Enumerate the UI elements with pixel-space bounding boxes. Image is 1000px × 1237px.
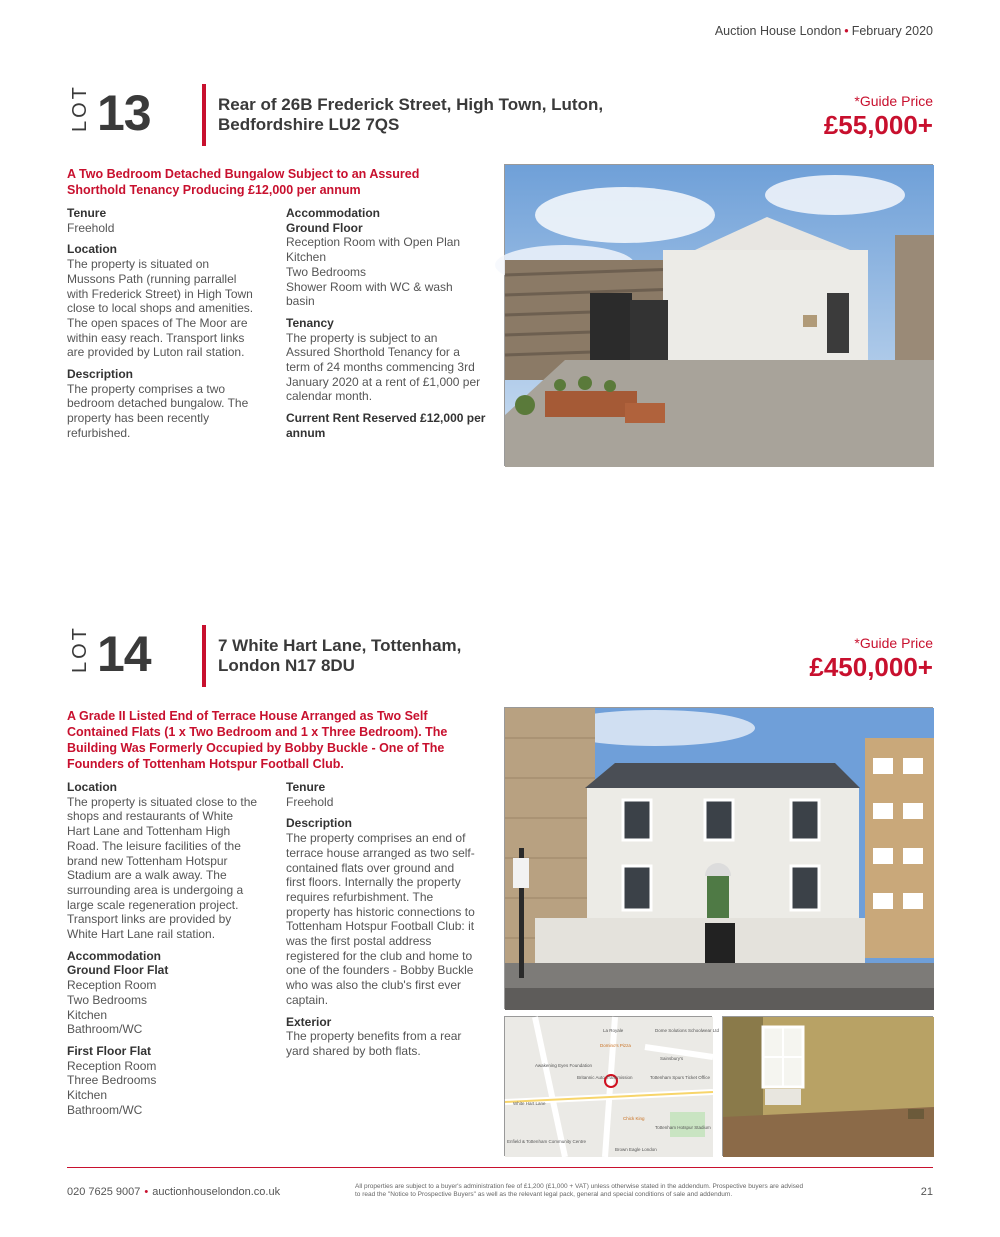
map-label: White Hart Lane	[513, 1101, 546, 1106]
text-line: Road. The leisure facilities of the	[67, 838, 241, 853]
headline-line: Shorthold Tenancy Producing £12,000 per annum	[67, 183, 361, 197]
text-line: Bathroom/WC	[67, 1022, 143, 1037]
text-line: requires refurbishment. The	[286, 889, 434, 904]
section-heading: Tenure	[67, 206, 107, 220]
text-line: brand new Tottenham Hotspur	[67, 853, 228, 868]
text-line: captain.	[286, 992, 329, 1007]
lot-address	[218, 636, 461, 676]
text-line: The property is situated close to the	[67, 794, 258, 809]
text-line: shops and restaurants of White	[67, 809, 234, 824]
page-number: 21	[920, 1186, 933, 1198]
issue-date: February 2020	[851, 24, 933, 38]
rent-line: Current Rent Reserved £12,000 per	[286, 411, 486, 426]
guide-price-label: *Guide Price	[854, 635, 933, 651]
publisher-name: Auction House London	[714, 24, 842, 38]
section-heading: Accommodation	[286, 206, 381, 220]
section-heading: Location	[67, 242, 117, 257]
exterior-section	[286, 1015, 501, 1059]
text-line: Reception Room	[67, 978, 157, 993]
separator-dot: •	[844, 24, 849, 38]
text-line: The property benefits from a rear	[286, 1029, 462, 1044]
lot-number: 13	[97, 85, 151, 141]
map-label: Domino's Pizza	[600, 1043, 631, 1048]
text-line: The property comprises a two	[67, 381, 226, 396]
text-line: are provided by Luton rail station.	[67, 345, 245, 360]
footer-website[interactable]: auctionhouselondon.co.uk	[152, 1186, 281, 1198]
sub-heading: First Floor Flat	[67, 1043, 151, 1058]
headline-line: Founders of Tottenham Hotspur Football Club.	[67, 757, 344, 771]
rent-section	[286, 411, 501, 440]
rent-line: annum	[286, 425, 326, 440]
text-line: The open spaces of The Moor are	[67, 315, 248, 330]
map-label: Awakening Eyes Foundation	[535, 1063, 592, 1068]
guide-price: £450,000+	[809, 652, 933, 682]
property-photo	[504, 164, 933, 466]
map-image	[505, 1017, 720, 1157]
text-line: was the first postal address	[286, 934, 432, 949]
text-line: Two Bedrooms	[67, 992, 148, 1007]
text-line: Mussons Path (running parrallel	[67, 271, 237, 286]
left-column	[67, 206, 277, 448]
section-heading: Location	[67, 780, 117, 794]
map-label: Brown Eagle London	[615, 1147, 657, 1152]
map-label: Tottenham Hotspur Stadium	[655, 1125, 711, 1130]
lot-address	[218, 95, 603, 135]
tenure-section	[286, 780, 501, 809]
tenure-value: Freehold	[67, 220, 115, 235]
text-line: close to local shops and amenities.	[67, 301, 254, 316]
disclaimer-line: All properties are subject to a buyer's administration fee of £1,200 (£1,000 + VAT) unless otherwise stated in the addendum. Prospective buyers are advised	[355, 1183, 804, 1190]
lot-label: LOT	[69, 84, 91, 132]
map-label: La Royale	[603, 1028, 624, 1033]
text-line: Kitchen	[67, 1088, 108, 1103]
text-line: who was also the club's first ever	[286, 978, 462, 993]
text-line: Hart Lane and Tottenham High	[67, 824, 231, 839]
text-line: surrounding area is undergoing a	[67, 882, 244, 897]
text-line: registered for the club and home to	[286, 948, 473, 963]
map-label: Britannic Auto Transmission	[577, 1075, 633, 1080]
text-line: basin	[286, 294, 315, 309]
guide-price-label: *Guide Price	[854, 93, 933, 109]
text-line: The property is situated on	[67, 257, 210, 272]
text-line: first floors. Internally the property	[286, 875, 461, 890]
map-label: Dome Solutions Schoolwear Ltd	[655, 1028, 720, 1033]
text-line: calendar month.	[286, 389, 373, 404]
right-column	[286, 780, 501, 1066]
first-floor-section	[67, 1044, 279, 1118]
section-heading: Tenure	[286, 780, 326, 794]
text-line: Stadium are a walk away. The	[67, 868, 227, 883]
location-section	[67, 780, 279, 942]
lot-divider-bar	[202, 625, 206, 687]
address-line-1: Rear of 26B Frederick Street, High Town, Luton,	[218, 95, 604, 114]
section-heading: Tenancy	[286, 315, 334, 330]
headline-line: A Grade II Listed End of Terrace House Arranged as Two Self	[67, 709, 428, 723]
address-line-2: Bedfordshire LU2 7QS	[218, 115, 400, 134]
lot-label: LOT	[69, 625, 91, 673]
text-line: large scale regeneration project.	[67, 897, 239, 912]
lot-headline	[67, 166, 419, 198]
headline-line: A Two Bedroom Detached Bungalow Subject to an Assured	[67, 167, 420, 181]
text-line: term of 24 months commencing 3rd	[286, 360, 475, 375]
section-heading: Accommodation	[67, 948, 162, 963]
text-line: contained flats over ground and	[286, 860, 455, 875]
lot-divider-bar	[202, 84, 206, 146]
footer-phone: 020 7625 9007	[67, 1186, 141, 1198]
sub-heading: Ground Floor	[286, 220, 363, 235]
accommodation-section	[67, 949, 279, 1037]
footer-disclaimer	[355, 1183, 845, 1199]
text-line: Kitchen	[67, 1007, 108, 1022]
text-line: property has historic connections to	[286, 904, 475, 919]
text-line: White Hart Lane rail station.	[67, 927, 216, 942]
map-label: Enfield & Tottenham Community Centre	[507, 1139, 586, 1144]
interior-photo	[722, 1016, 933, 1156]
headline-line: Contained Flats (1 x Two Bedroom and 1 x Three Bedroom). The	[67, 725, 448, 739]
text-line: refurbished.	[67, 425, 131, 440]
text-line: yard shared by both flats.	[286, 1043, 421, 1058]
tenure-section	[67, 206, 277, 235]
separator-dot: •	[144, 1186, 149, 1198]
guide-price: £55,000+	[823, 110, 933, 140]
text-line: with Frederick Street) in High Town	[67, 286, 253, 301]
text-line: Reception Room	[67, 1058, 157, 1073]
location-map	[504, 1016, 720, 1156]
section-heading: Description	[67, 367, 134, 382]
text-line: January 2020 at a rent of £1,000 per	[286, 374, 481, 389]
text-line: Three Bedrooms	[67, 1073, 157, 1088]
map-label: Tottenham Spurs Ticket Office	[650, 1075, 710, 1080]
text-line: property has been recently	[67, 411, 210, 426]
text-line: Transport links are provided by	[67, 912, 232, 927]
left-column	[67, 780, 279, 1124]
section-heading: Description	[286, 816, 353, 831]
accommodation-section	[286, 206, 501, 309]
text-line: Tottenham Hotspur Football Club: it	[286, 919, 475, 934]
text-line: Kitchen	[286, 250, 327, 265]
tenancy-section	[286, 316, 501, 404]
lot-headline	[67, 708, 447, 772]
footer-contact	[67, 1186, 280, 1198]
disclaimer-line: to read the "Notice to Prospective Buyers" as well as the relevant legal pack, general and special conditions of sale and addendum.	[355, 1191, 733, 1198]
location-section	[67, 242, 277, 360]
text-line: Reception Room with Open Plan	[286, 235, 461, 250]
text-line: Assured Shorthold Tenancy for a	[286, 345, 460, 360]
interior-photo-image	[723, 1017, 934, 1157]
text-line: Bathroom/WC	[67, 1102, 143, 1117]
text-line: Shower Room with WC & wash	[286, 279, 453, 294]
headline-line: Building Was Formerly Occupied by Bobby Buckle - One of The	[67, 741, 445, 755]
description-section	[286, 816, 501, 1007]
text-line: The property comprises an end of	[286, 831, 466, 846]
page-header	[715, 24, 933, 38]
text-line: one of the founders - Bobby Buckle	[286, 963, 474, 978]
text-line: terrace house arranged as two self-	[286, 845, 475, 860]
right-column	[286, 206, 501, 448]
text-line: Two Bedrooms	[286, 264, 367, 279]
text-line: The property is subject to an	[286, 330, 438, 345]
lot-number: 14	[97, 626, 151, 682]
text-line: within easy reach. Transport links	[67, 330, 245, 345]
map-label: Sainsbury's	[660, 1056, 684, 1061]
tenure-value: Freehold	[286, 794, 334, 809]
section-heading: Exterior	[286, 1014, 332, 1029]
property-photo	[504, 707, 933, 1009]
house-photo-image	[505, 708, 934, 1010]
footer-divider	[67, 1167, 933, 1168]
bungalow-photo-image	[505, 165, 934, 467]
address-line-1: 7 White Hart Lane, Tottenham,	[218, 636, 462, 655]
sub-heading: Ground Floor Flat	[67, 963, 169, 978]
map-label: Chick King	[623, 1116, 645, 1121]
description-section	[67, 367, 277, 441]
text-line: bedroom detached bungalow. The	[67, 396, 249, 411]
address-line-2: London N17 8DU	[218, 656, 355, 675]
